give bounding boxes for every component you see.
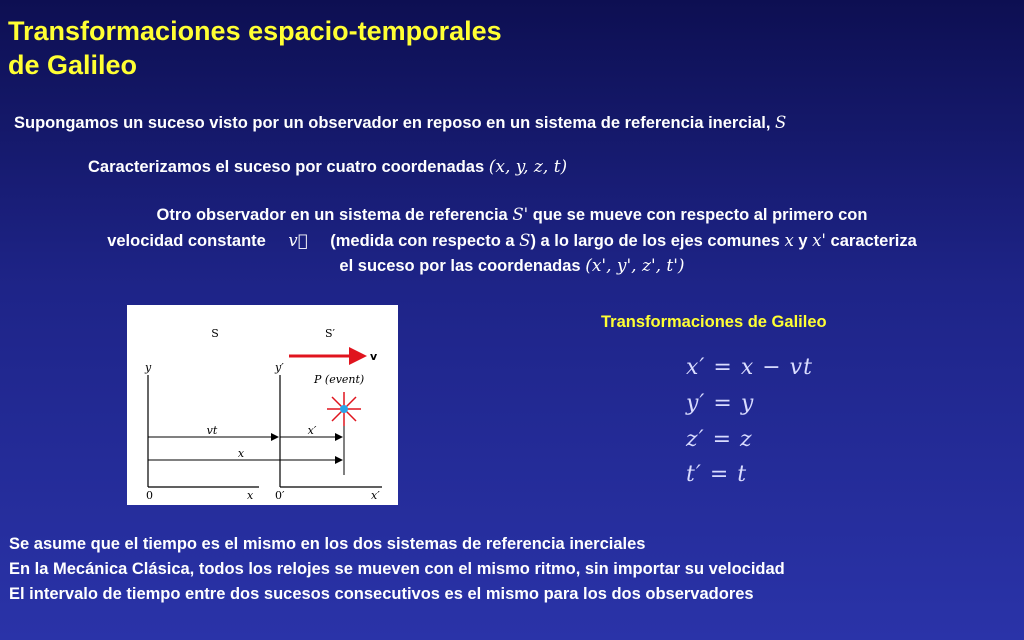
frame-sp-label: S′ [324, 327, 336, 340]
conclusion-line-1: Se asume que el tiempo es el mismo en los dos sistemas de referencia inerciales [9, 535, 646, 553]
p3-xp: x' [812, 231, 826, 250]
event-label: P (event) [314, 373, 365, 386]
velocity-label: v [370, 350, 378, 363]
equation-y: y′ = y [686, 391, 755, 416]
p3-b: que se mueve con respecto al primero con [528, 206, 868, 224]
xp-distance-label: x′ [307, 424, 317, 437]
event-point [340, 405, 348, 413]
p3-f: y [793, 232, 813, 250]
equation-z: z′ = z [686, 427, 753, 452]
conclusion-line-3: El intervalo de tiempo entre dos sucesos consecutivos es el mismo para los dos observadores [9, 585, 754, 603]
diagram-svg [127, 305, 398, 505]
yp-axis-label: y′ [275, 361, 284, 374]
galilean-frames-diagram [127, 305, 398, 505]
p3-vec: v⃗ [288, 231, 308, 250]
p3-coords: (x', y', z', t') [585, 256, 685, 276]
equation-t: t′ = t [686, 462, 748, 487]
p3-g: caracteriza [825, 232, 917, 250]
paragraph-coordinates [88, 155, 567, 180]
y-axis-label: y [145, 361, 152, 374]
p3-h: el suceso por las coordenadas [339, 257, 581, 275]
p2-coords: (x, y, z, t) [488, 157, 568, 177]
conclusion-line-2: En la Mecánica Clásica, todos los relojes se mueven con el mismo ritmo, sin importar su velocidad [9, 560, 785, 578]
origin-label: 0 [146, 489, 153, 502]
frame-s-label: S [211, 327, 219, 340]
p3-sym1: S' [512, 205, 529, 224]
p3-e: ) a lo largo de los ejes comunes [530, 232, 785, 250]
transform-title: Transformaciones de Galileo [601, 313, 827, 331]
paragraph-observer-rest [14, 110, 1024, 136]
title-line-1: Transformaciones espacio-temporales [8, 16, 502, 46]
conclusions [9, 532, 785, 607]
vt-label: vt [206, 424, 218, 437]
title-line-2: de Galileo [8, 50, 138, 80]
x-axis-end-label: x [247, 489, 254, 502]
xp-axis-end-label: x′ [371, 489, 380, 502]
p1-symbol: S [775, 113, 787, 132]
paragraph-moving-observer [0, 202, 1024, 279]
equation-x: x′ = x − vt [686, 355, 813, 380]
p3-sym2: S [519, 231, 531, 250]
p3-a: Otro observador en un sistema de referencia [156, 206, 513, 224]
p2-text: Caracterizamos el suceso por cuatro coordenadas [88, 158, 485, 176]
p3-c: velocidad constante [107, 232, 266, 250]
p1-text: Supongamos un suceso visto por un observador en reposo en un sistema de referencia inercial, [14, 114, 776, 132]
origin-p-label: 0′ [275, 489, 285, 502]
p3-x: x [784, 231, 794, 250]
x-distance-label: x [237, 447, 245, 460]
slide-title [8, 14, 502, 82]
p3-d: (medida con respecto a [330, 232, 520, 250]
